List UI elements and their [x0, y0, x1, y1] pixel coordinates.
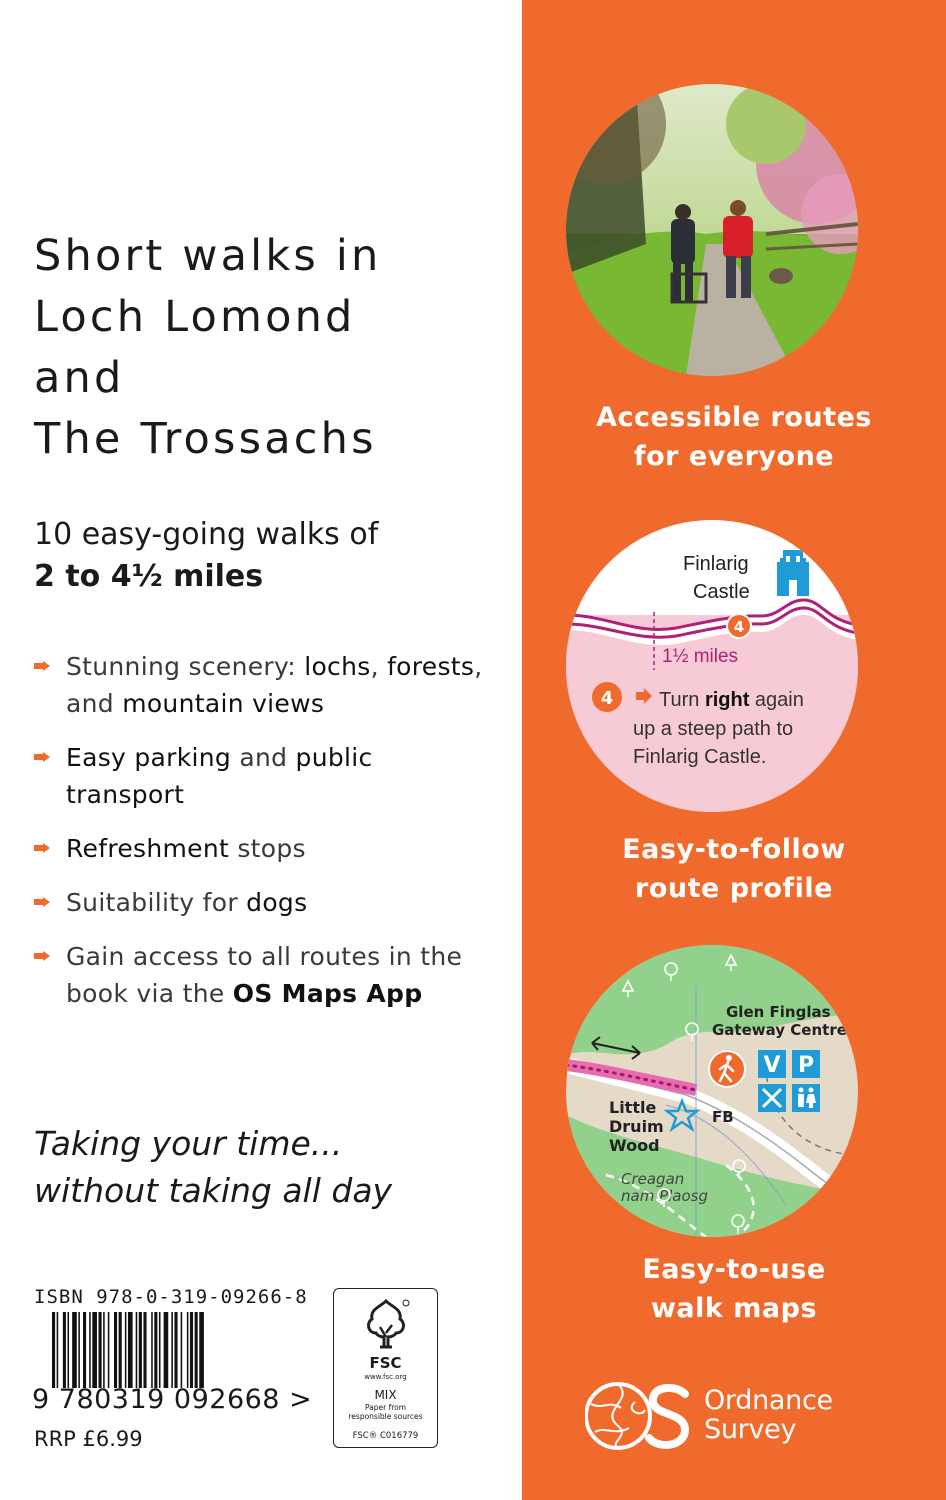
caption-line: Easy-to-follow: [622, 834, 846, 865]
footbridge-label: FB: [712, 1108, 734, 1126]
book-title: [34, 226, 504, 470]
caption-line: Accessible routes: [596, 402, 872, 433]
barcode-bar: [164, 1312, 169, 1388]
list-text: ,: [370, 652, 388, 681]
list-text: Stunning scenery:: [66, 652, 305, 681]
step-number: 4: [600, 688, 614, 709]
barcode-bar: [190, 1312, 193, 1388]
fsc-code: FSC® C016779: [352, 1431, 419, 1441]
list-text: Suitability for: [66, 888, 247, 917]
caption-line: Easy-to-use: [642, 1254, 826, 1285]
visitor-centre-icon: V: [763, 1053, 781, 1078]
barcode-bar: [139, 1312, 142, 1388]
barcode-bar: [159, 1312, 161, 1388]
list-text-bold: dogs: [246, 888, 308, 917]
caption-line: route profile: [635, 873, 833, 904]
fsc-sub: Paper from: [364, 1403, 407, 1412]
barcode-bar: [78, 1312, 80, 1388]
barcode: [52, 1312, 292, 1388]
caption-line: walk maps: [650, 1293, 818, 1324]
wood-label-line-1: Little: [609, 1098, 657, 1117]
arrow-bullet-icon: [34, 752, 50, 762]
feature-caption: [522, 830, 946, 908]
step-line-3: Finlarig Castle.: [633, 746, 767, 768]
walking-person-icon: [709, 1051, 745, 1087]
tagline: [34, 1120, 392, 1214]
list-item: [34, 648, 504, 722]
barcode-bar: [171, 1312, 173, 1388]
fsc-sub: responsible sources: [348, 1412, 423, 1421]
barcode-bar: [57, 1312, 59, 1388]
barcode-bar: [114, 1312, 117, 1388]
publisher-name: [704, 1386, 833, 1444]
list-text-bold: OS Maps App: [232, 979, 423, 1008]
centre-label-line-1: Glen Finglas: [726, 1003, 831, 1021]
step-line-1: [659, 689, 804, 711]
wood-label-line-3: Wood: [609, 1136, 660, 1155]
title-line: and: [34, 353, 125, 403]
subtitle-line-2: 2 to 4½ miles: [34, 559, 264, 594]
ordnance-survey-logo-icon: [585, 1380, 695, 1452]
barcode-bar: [89, 1312, 91, 1388]
castle-label-line-1: Finlarig: [683, 553, 749, 575]
barcode-bar: [174, 1312, 177, 1388]
publisher-line-2: Survey: [704, 1414, 797, 1445]
publisher-line-1: Ordnance: [704, 1385, 833, 1416]
barcode-bar: [72, 1312, 77, 1388]
list-text: and: [231, 743, 296, 772]
step-text: again: [749, 689, 804, 711]
list-text: and: [66, 689, 123, 718]
title-line: Loch Lomond: [34, 292, 356, 342]
caption-line: for everyone: [633, 441, 835, 472]
hill-label-line-2: nam Plaosg: [621, 1187, 708, 1205]
barcode-bar: [143, 1312, 146, 1388]
step-line-2: up a steep path to: [633, 718, 794, 740]
fsc-label: [333, 1288, 438, 1448]
fsc-tree-icon: [358, 1297, 414, 1351]
barcode-bar: [52, 1312, 55, 1388]
feature-list: [34, 648, 504, 1012]
barcode-bar: [108, 1312, 110, 1388]
arrow-bullet-icon: [34, 843, 50, 853]
tagline-line-1: Taking your time...: [34, 1124, 343, 1163]
tagline-line-2: without taking all day: [34, 1171, 393, 1210]
step-text: Turn: [659, 689, 705, 711]
subtitle: [34, 514, 378, 598]
barcode-bar: [103, 1312, 105, 1388]
barcode-bar: [199, 1312, 204, 1388]
fsc-name: FSC: [369, 1354, 402, 1372]
barcode-bar: [119, 1312, 122, 1388]
wood-label-line-2: Druim: [609, 1117, 664, 1136]
barcode-bar: [154, 1312, 157, 1388]
barcode-number: 9 780319 092668 >: [32, 1384, 313, 1415]
distance-label: 1½ miles: [662, 646, 739, 667]
arrow-bullet-icon: [34, 951, 50, 961]
title-line: Short walks in: [34, 231, 382, 281]
castle-label-line-2: Castle: [693, 581, 750, 603]
title-line: The Trossachs: [34, 414, 377, 464]
barcode-bar: [125, 1312, 127, 1388]
list-text-bold: public: [295, 743, 373, 772]
list-item: [34, 830, 504, 867]
barcode-bar: [151, 1312, 153, 1388]
barcode-bar: [83, 1312, 86, 1388]
list-text-bold: Refreshment: [66, 834, 230, 863]
isbn-text: ISBN 978-0-319-09266-8: [34, 1286, 308, 1308]
route-profile-sample: [566, 520, 858, 812]
barcode-bar: [63, 1312, 66, 1388]
list-text-bold: transport: [66, 780, 185, 809]
fsc-mix: MIX: [374, 1388, 397, 1402]
list-text: book via the: [66, 979, 233, 1008]
step-text-bold: right: [704, 689, 750, 711]
list-text-bold: forests: [387, 652, 475, 681]
barcode-bar: [68, 1312, 70, 1388]
list-item: [34, 884, 504, 921]
barcode-bar: [99, 1312, 102, 1388]
barcode-bar: [195, 1312, 198, 1388]
barcode-bar: [92, 1312, 97, 1388]
list-text: Gain access to all routes in the: [66, 942, 463, 971]
feature-caption: [522, 398, 946, 476]
hill-label-line-1: Creagan: [621, 1170, 685, 1188]
walkers-photo: [566, 84, 858, 376]
subtitle-line-1: 10 easy-going walks of: [34, 517, 379, 552]
list-text: ,: [474, 652, 483, 681]
arrow-bullet-icon: [34, 897, 50, 907]
walk-map-sample: [566, 945, 858, 1237]
barcode-bar: [136, 1312, 138, 1388]
list-text: stops: [229, 834, 306, 863]
list-item: [34, 739, 504, 813]
centre-label-line-2: Gateway Centre: [712, 1021, 847, 1039]
list-item: [34, 938, 504, 1012]
fsc-url: www.fsc.org: [364, 1373, 407, 1381]
price: RRP £6.99: [34, 1427, 143, 1451]
parking-icon: P: [797, 1053, 815, 1078]
list-text-bold: lochs: [304, 652, 371, 681]
arrow-bullet-icon: [34, 661, 50, 671]
list-text-bold: Easy parking: [66, 743, 232, 772]
barcode-bar: [128, 1312, 133, 1388]
barcode-bar: [181, 1312, 183, 1388]
route-marker: 4: [733, 618, 745, 636]
feature-caption: [522, 1250, 946, 1328]
barcode-bar: [187, 1312, 189, 1388]
list-text-bold: mountain views: [122, 689, 325, 718]
